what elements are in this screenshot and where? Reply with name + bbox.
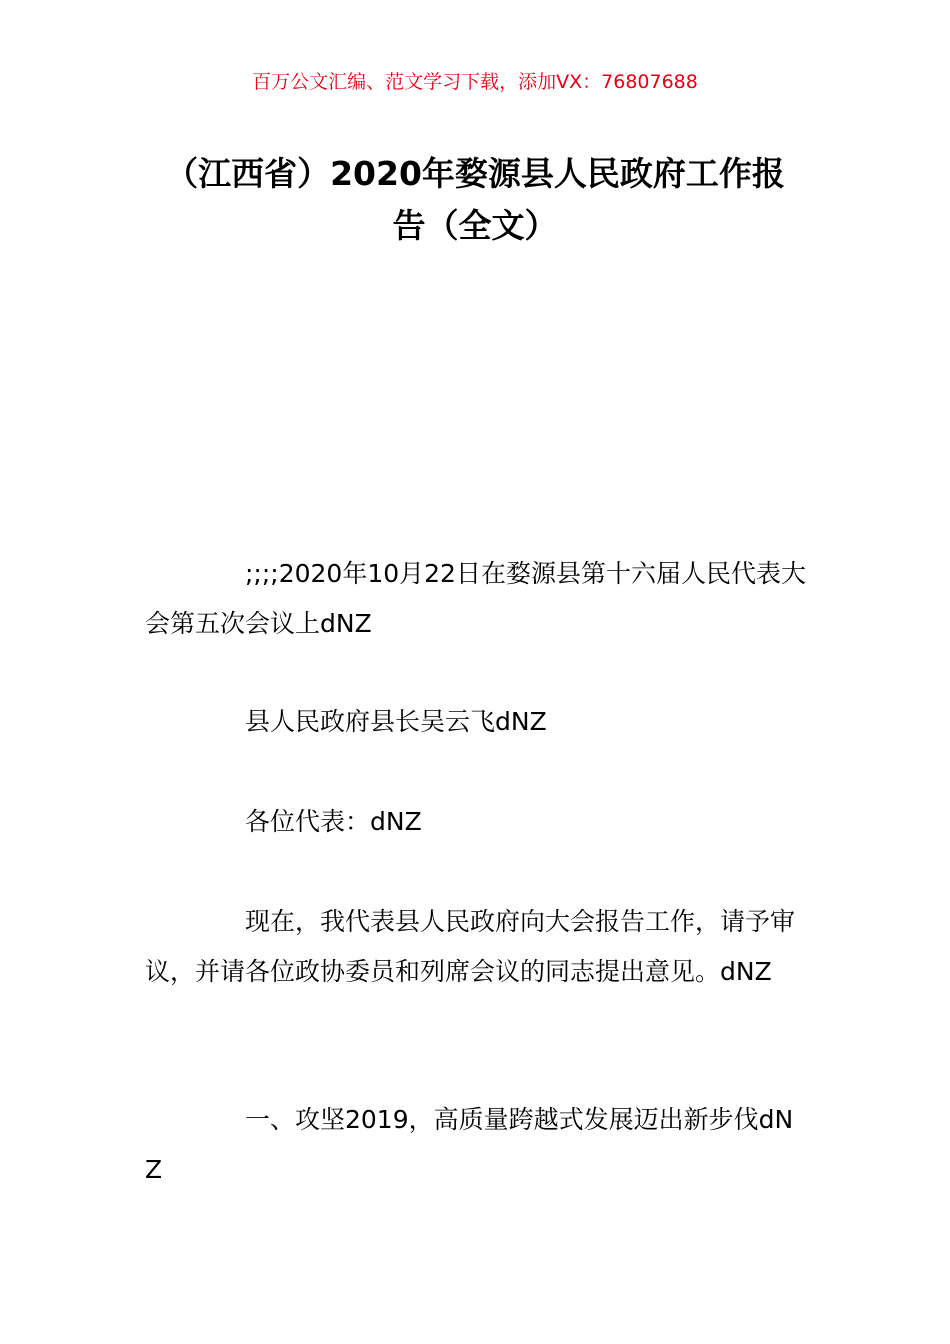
meeting-info-paragraph: ;;;;2020年10月22日在婺源县第十六届人民代表大会第五次会议上dNZ — [145, 559, 806, 638]
document-title — [145, 148, 805, 252]
section-heading-paragraph: 一、攻坚2019，高质量跨越式发展迈出新步伐dNZ — [145, 1105, 794, 1184]
document-title-line-2: 告（全文） — [392, 206, 558, 245]
document-title-line-1: （江西省）2020年婺源县人民政府工作报 — [165, 154, 785, 193]
header-promo-note: 百万公文汇编、范文学习下载，添加VX：76807688 — [252, 71, 698, 93]
opening-paragraph: 现在，我代表县人民政府向大会报告工作，请予审议，并请各位政协委员和列席会议的同志提出意见。dNZ — [145, 907, 796, 986]
speaker-paragraph: 县人民政府县长吴云飞dNZ — [245, 707, 547, 736]
salutation-paragraph: 各位代表：dNZ — [245, 807, 422, 836]
